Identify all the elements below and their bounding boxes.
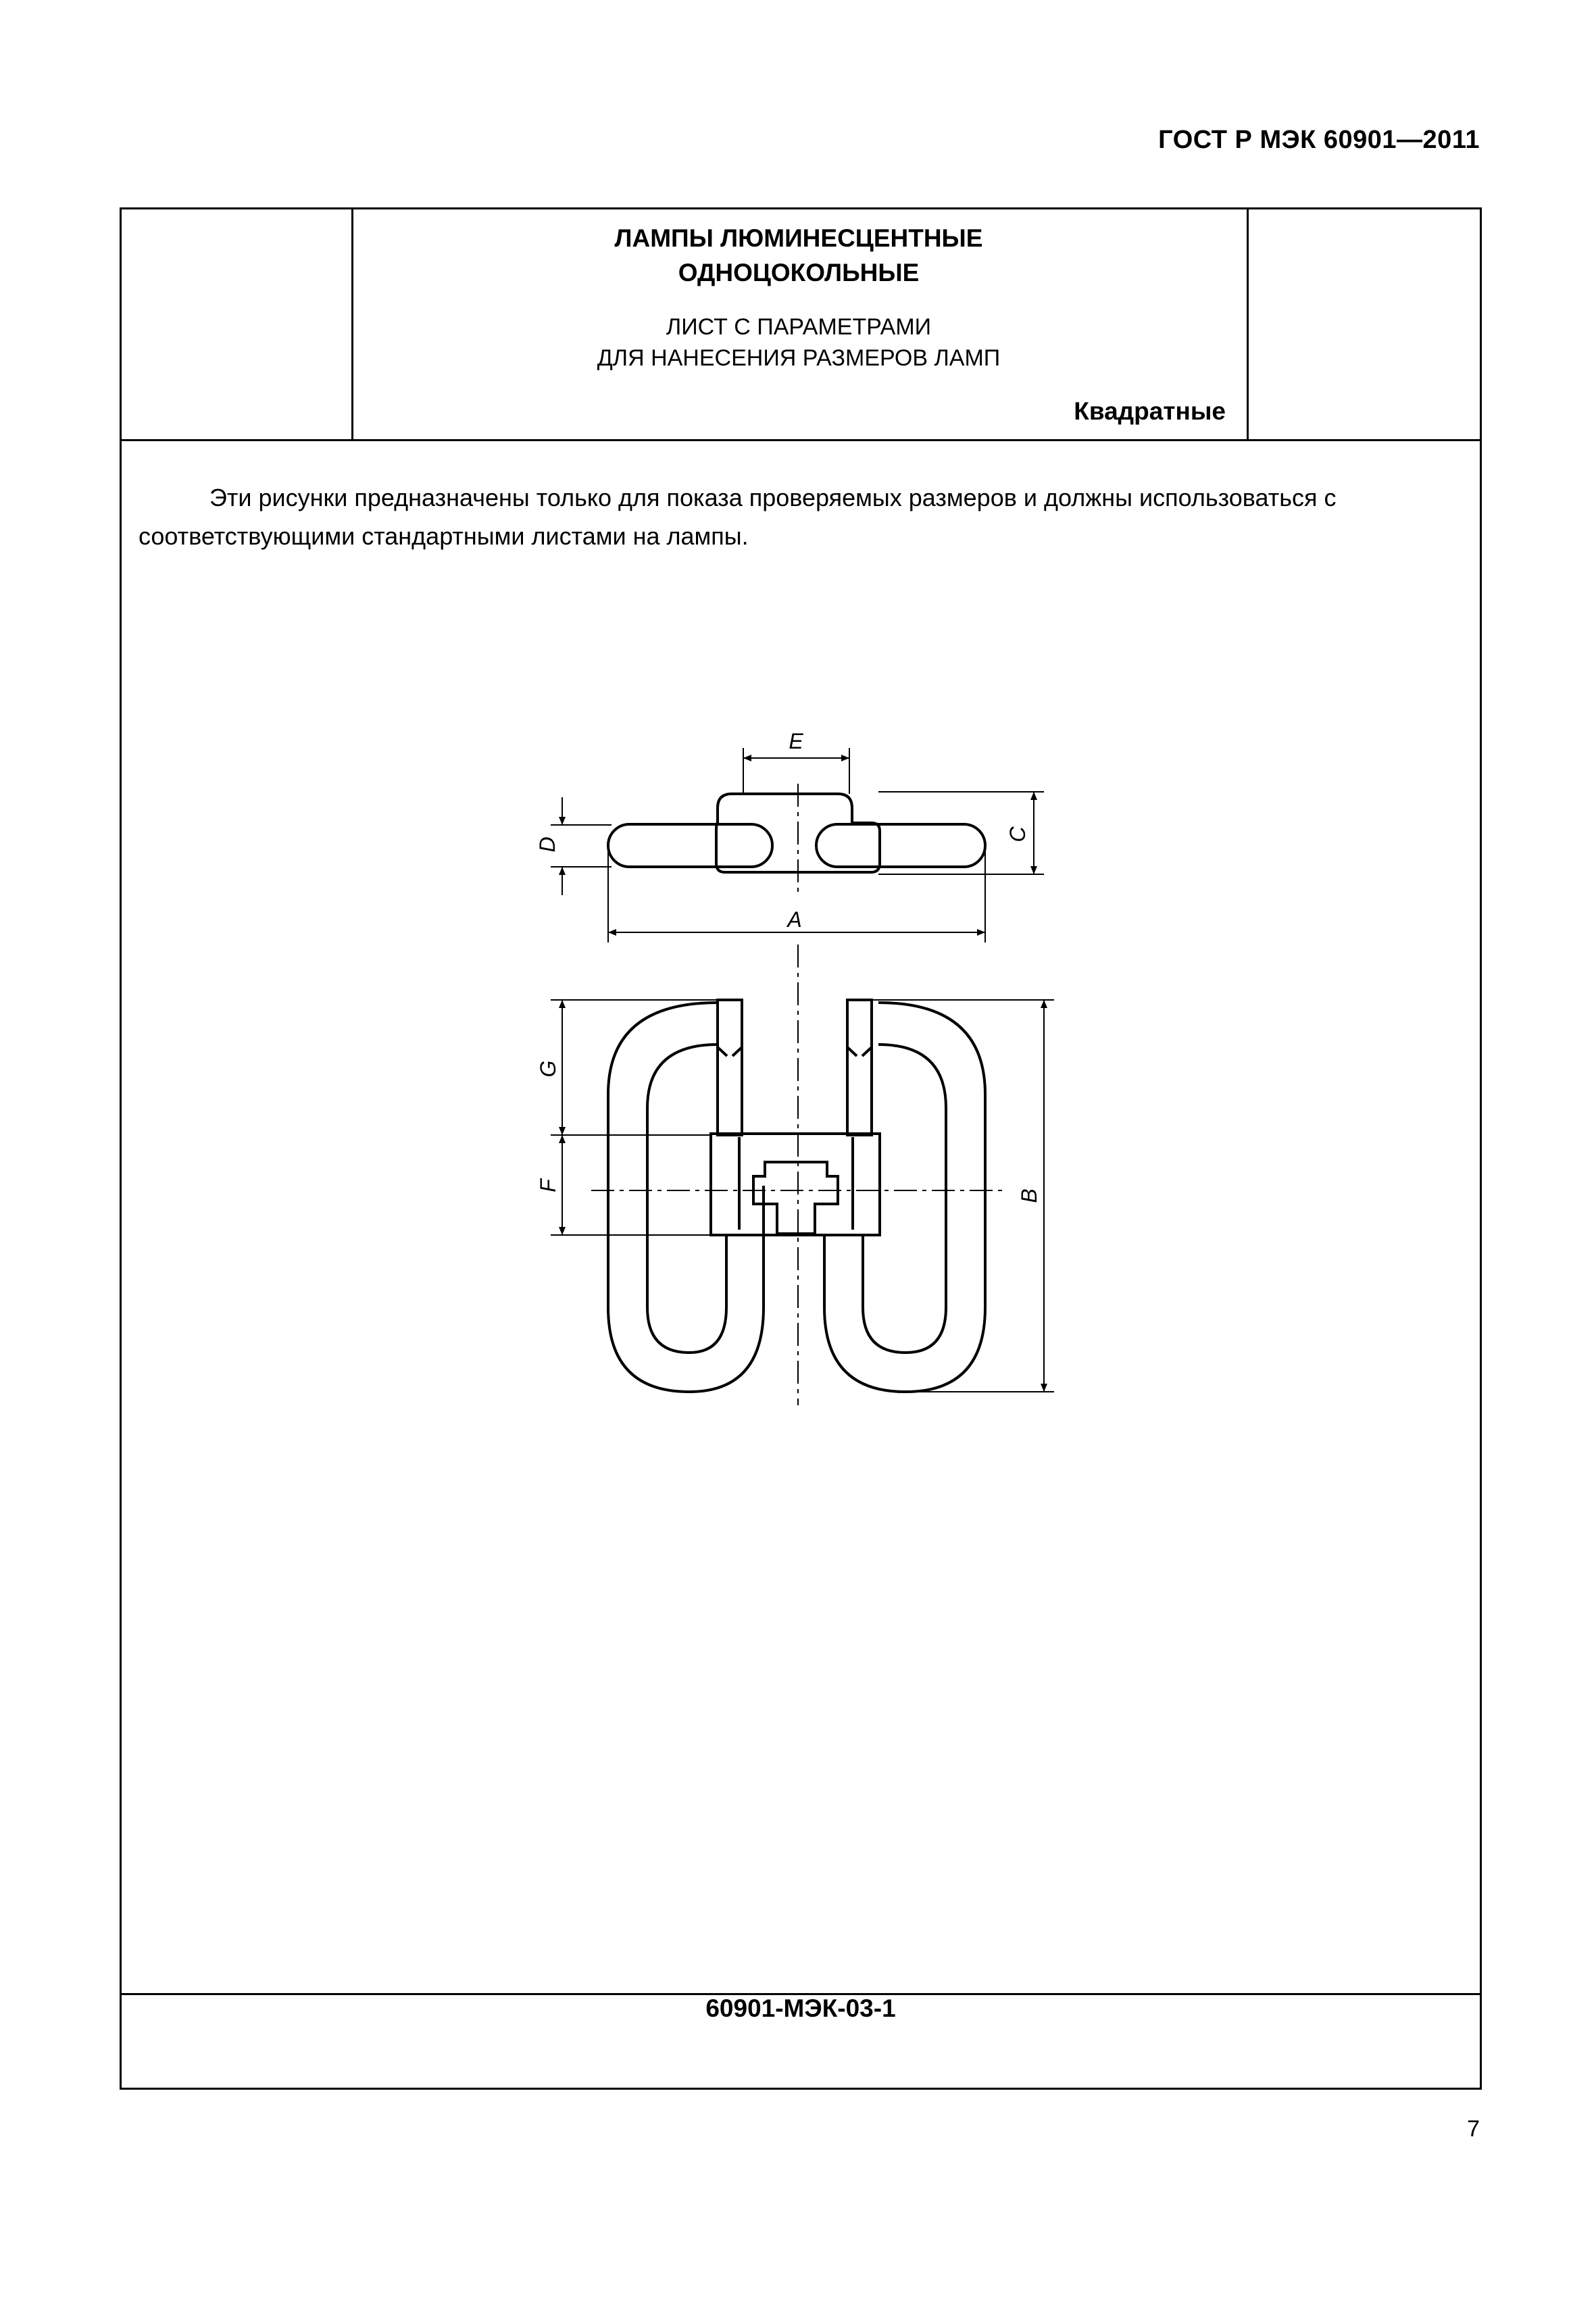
sheet-number: 60901-МЭК-03-1 (705, 1994, 896, 2022)
title-line-1: ЛАМПЫ ЛЮМИНЕСЦЕНТНЫЕ (614, 224, 983, 252)
dimension-label-c: C (1005, 826, 1030, 842)
note-paragraph: Эти рисунки предназначены только для показа проверяемых размеров и должны использоваться с соответствующими стандартными листами на лампы. (139, 484, 1337, 550)
front-view-dimensions (551, 1000, 1054, 1392)
page-number: 7 (1467, 2116, 1480, 2142)
dimension-label-b: B (1017, 1188, 1041, 1203)
subtitle-line-2: ДЛЯ НАНЕСЕНИЯ РАЗМЕРОВ ЛАМП (597, 345, 1001, 371)
dimension-label-g: G (536, 1060, 560, 1078)
dimension-label-f: F (536, 1179, 560, 1192)
lamp-shape-label: Квадратные (1074, 397, 1226, 425)
document-code: ГОСТ Р МЭК 60901—2011 (1158, 126, 1480, 154)
dimension-label-e: E (789, 729, 803, 753)
dimension-label-a: A (787, 907, 802, 932)
dimension-label-d: D (535, 836, 559, 853)
lamp-front-view (608, 1000, 985, 1392)
lamp-side-view (608, 794, 985, 872)
subtitle-line-1: ЛИСТ С ПАРАМЕТРАМИ (666, 314, 932, 340)
title-line-2: ОДНОЦОКОЛЬНЫЕ (678, 259, 920, 286)
